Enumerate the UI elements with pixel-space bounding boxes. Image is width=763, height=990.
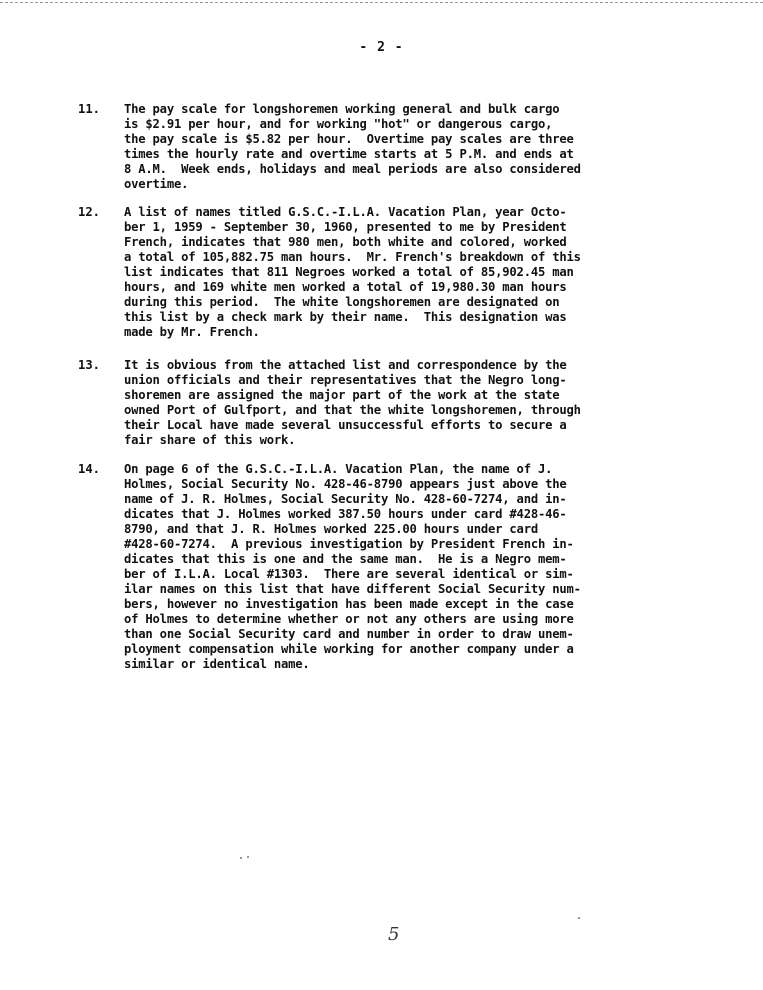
text-line: On page 6 of the G.S.C.-I.L.A. Vacation Plan, the name of J. [124, 462, 553, 476]
text-line: A list of names titled G.S.C.-I.L.A. Vacation Plan, year Octo- [124, 205, 567, 219]
page-top-border [0, 2, 763, 3]
paragraph-number: 11. [78, 102, 101, 116]
text-line: ber 1, 1959 - September 30, 1960, presented to me by President [124, 220, 567, 234]
text-line: list indicates that 811 Negroes worked a total of 85,902.45 man [124, 265, 574, 279]
page-number: - 2 - [359, 40, 404, 55]
text-line: 8790, and that J. R. Holmes worked 225.00 hours under card [124, 522, 538, 536]
text-line: fair share of this work. [124, 433, 296, 447]
text-line: The pay scale for longshoremen working general and bulk cargo [124, 102, 560, 116]
text-line: French, indicates that 980 men, both white and colored, worked [124, 235, 567, 249]
text-line: name of J. R. Holmes, Social Security No. 428-60-7274, and in- [124, 492, 567, 506]
text-line: #428-60-7274. A previous investigation by President French in- [124, 537, 574, 551]
text-line: ber of I.L.A. Local #1303. There are several identical or sim- [124, 567, 574, 581]
text-line: Holmes, Social Security No. 428-46-8790 appears just above the [124, 477, 567, 491]
text-line: of Holmes to determine whether or not any others are using more [124, 612, 574, 626]
text-line: dicates that this is one and the same man. He is a Negro mem- [124, 552, 567, 566]
scan-speck [240, 857, 242, 859]
text-line: 8 A.M. Week ends, holidays and meal periods are also considered [124, 162, 581, 176]
text-line: hours, and 169 white men worked a total of 19,980.30 man hours [124, 280, 567, 294]
text-line: is $2.91 per hour, and for working "hot" or dangerous cargo, [124, 117, 553, 131]
text-line: similar or identical name. [124, 657, 310, 671]
scan-speck [247, 856, 249, 858]
text-line: overtime. [124, 177, 189, 191]
text-line: owned Port of Gulfport, and that the white longshoremen, through [124, 403, 581, 417]
text-line: dicates that J. Holmes worked 387.50 hours under card #428-46- [124, 507, 567, 521]
handwritten-page-mark: 5 [388, 924, 400, 945]
text-line: shoremen are assigned the major part of the work at the state [124, 388, 560, 402]
text-line: union officials and their representatives that the Negro long- [124, 373, 567, 387]
text-line: their Local have made several unsuccessful efforts to secure a [124, 418, 567, 432]
paragraph-body [124, 102, 708, 192]
paragraph-body [124, 462, 708, 672]
paragraph-number: 13. [78, 358, 101, 372]
paragraph-12 [78, 205, 708, 340]
text-line: ilar names on this list that have different Social Security num- [124, 582, 581, 596]
text-line: made by Mr. French. [124, 325, 260, 339]
text-line: during this period. The white longshoremen are designated on [124, 295, 560, 309]
paragraph-11 [78, 102, 708, 192]
paragraph-number: 14. [78, 462, 101, 476]
text-line: a total of 105,882.75 man hours. Mr. French's breakdown of this [124, 250, 581, 264]
text-line: the pay scale is $5.82 per hour. Overtime pay scales are three [124, 132, 574, 146]
paragraph-number: 12. [78, 205, 101, 219]
text-line: It is obvious from the attached list and correspondence by the [124, 358, 567, 372]
scan-speck [578, 917, 580, 919]
text-line: this list by a check mark by their name. This designation was [124, 310, 567, 324]
text-line: ployment compensation while working for another company under a [124, 642, 574, 656]
paragraph-body [124, 358, 708, 448]
paragraph-13 [78, 358, 708, 448]
text-line: than one Social Security card and number in order to draw unem- [124, 627, 574, 641]
paragraph-body [124, 205, 708, 340]
text-line: times the hourly rate and overtime starts at 5 P.M. and ends at [124, 147, 574, 161]
paragraph-14 [78, 462, 708, 672]
text-line: bers, however no investigation has been made except in the case [124, 597, 574, 611]
